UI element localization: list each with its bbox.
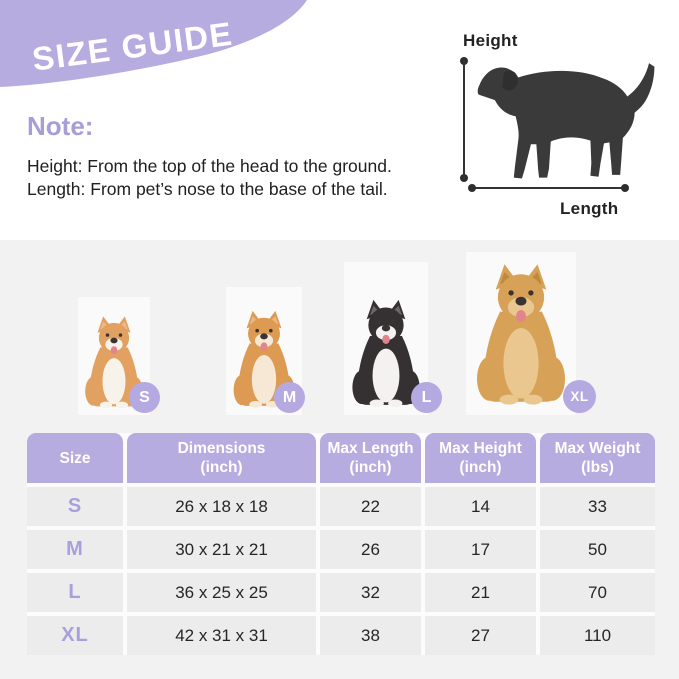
size-badge-l: L <box>411 382 442 413</box>
table-cell-size: M <box>27 530 123 569</box>
table-cell-max-weight: 50 <box>540 530 655 569</box>
table-cell-dimensions: 30 x 21 x 21 <box>127 530 316 569</box>
header-line: (lbs) <box>581 459 614 476</box>
table-cell-max-height: 17 <box>425 530 536 569</box>
height-label: Height <box>463 31 518 50</box>
note-section <box>27 111 392 201</box>
table-cell-dimensions: 36 x 25 x 25 <box>127 573 316 612</box>
page-title: SIZE GUIDE <box>30 14 236 78</box>
table-cell-max-weight: 110 <box>540 616 655 655</box>
table-cell-max-height: 21 <box>425 573 536 612</box>
header-line: Max Length <box>327 440 414 457</box>
column-header-max-height <box>425 433 536 483</box>
size-comparison-section <box>0 240 679 679</box>
note-heading: Note: <box>27 111 94 141</box>
table-cell-max-length: 38 <box>320 616 421 655</box>
header-line: (inch) <box>200 459 243 476</box>
column-header-max-length <box>320 433 421 483</box>
table-cell-max-height: 27 <box>425 616 536 655</box>
length-label: Length <box>560 199 619 218</box>
table-cell-max-weight: 33 <box>540 487 655 526</box>
header-line: (inch) <box>349 459 392 476</box>
table-cell-size: S <box>27 487 123 526</box>
table-cell-dimensions: 26 x 18 x 18 <box>127 487 316 526</box>
table-cell-size: L <box>27 573 123 612</box>
measure-dot <box>621 184 629 192</box>
table-cell-max-length: 26 <box>320 530 421 569</box>
column-header-size <box>27 433 123 483</box>
table-cell-max-length: 32 <box>320 573 421 612</box>
measurement-diagram <box>435 15 677 233</box>
table-cell-size: XL <box>27 616 123 655</box>
size-chart-table <box>27 433 655 655</box>
table-cell-max-weight: 70 <box>540 573 655 612</box>
table-cell-max-height: 14 <box>425 487 536 526</box>
table-cell-dimensions: 42 x 31 x 31 <box>127 616 316 655</box>
size-badge-xl: XL <box>563 380 596 413</box>
golden-retriever-image <box>466 252 576 415</box>
dog-silhouette-icon <box>471 55 663 183</box>
size-badge-s: S <box>129 382 160 413</box>
header-line: Size <box>59 449 91 467</box>
header-line: Dimensions <box>177 440 266 457</box>
header-line: Max Height <box>439 440 522 457</box>
size-badge-m: M <box>274 382 305 413</box>
height-measure-line <box>463 60 465 178</box>
header-line: Max Weight <box>554 440 641 457</box>
header-line: (inch) <box>459 459 502 476</box>
note-line-height: Height: From the top of the head to the ground. <box>27 156 392 176</box>
column-header-max-weight <box>540 433 655 483</box>
length-measure-line <box>472 187 625 189</box>
column-header-dimensions <box>127 433 316 483</box>
table-cell-max-length: 22 <box>320 487 421 526</box>
note-line-length: Length: From pet’s nose to the base of the tail. <box>27 179 388 199</box>
measure-dot <box>468 184 476 192</box>
